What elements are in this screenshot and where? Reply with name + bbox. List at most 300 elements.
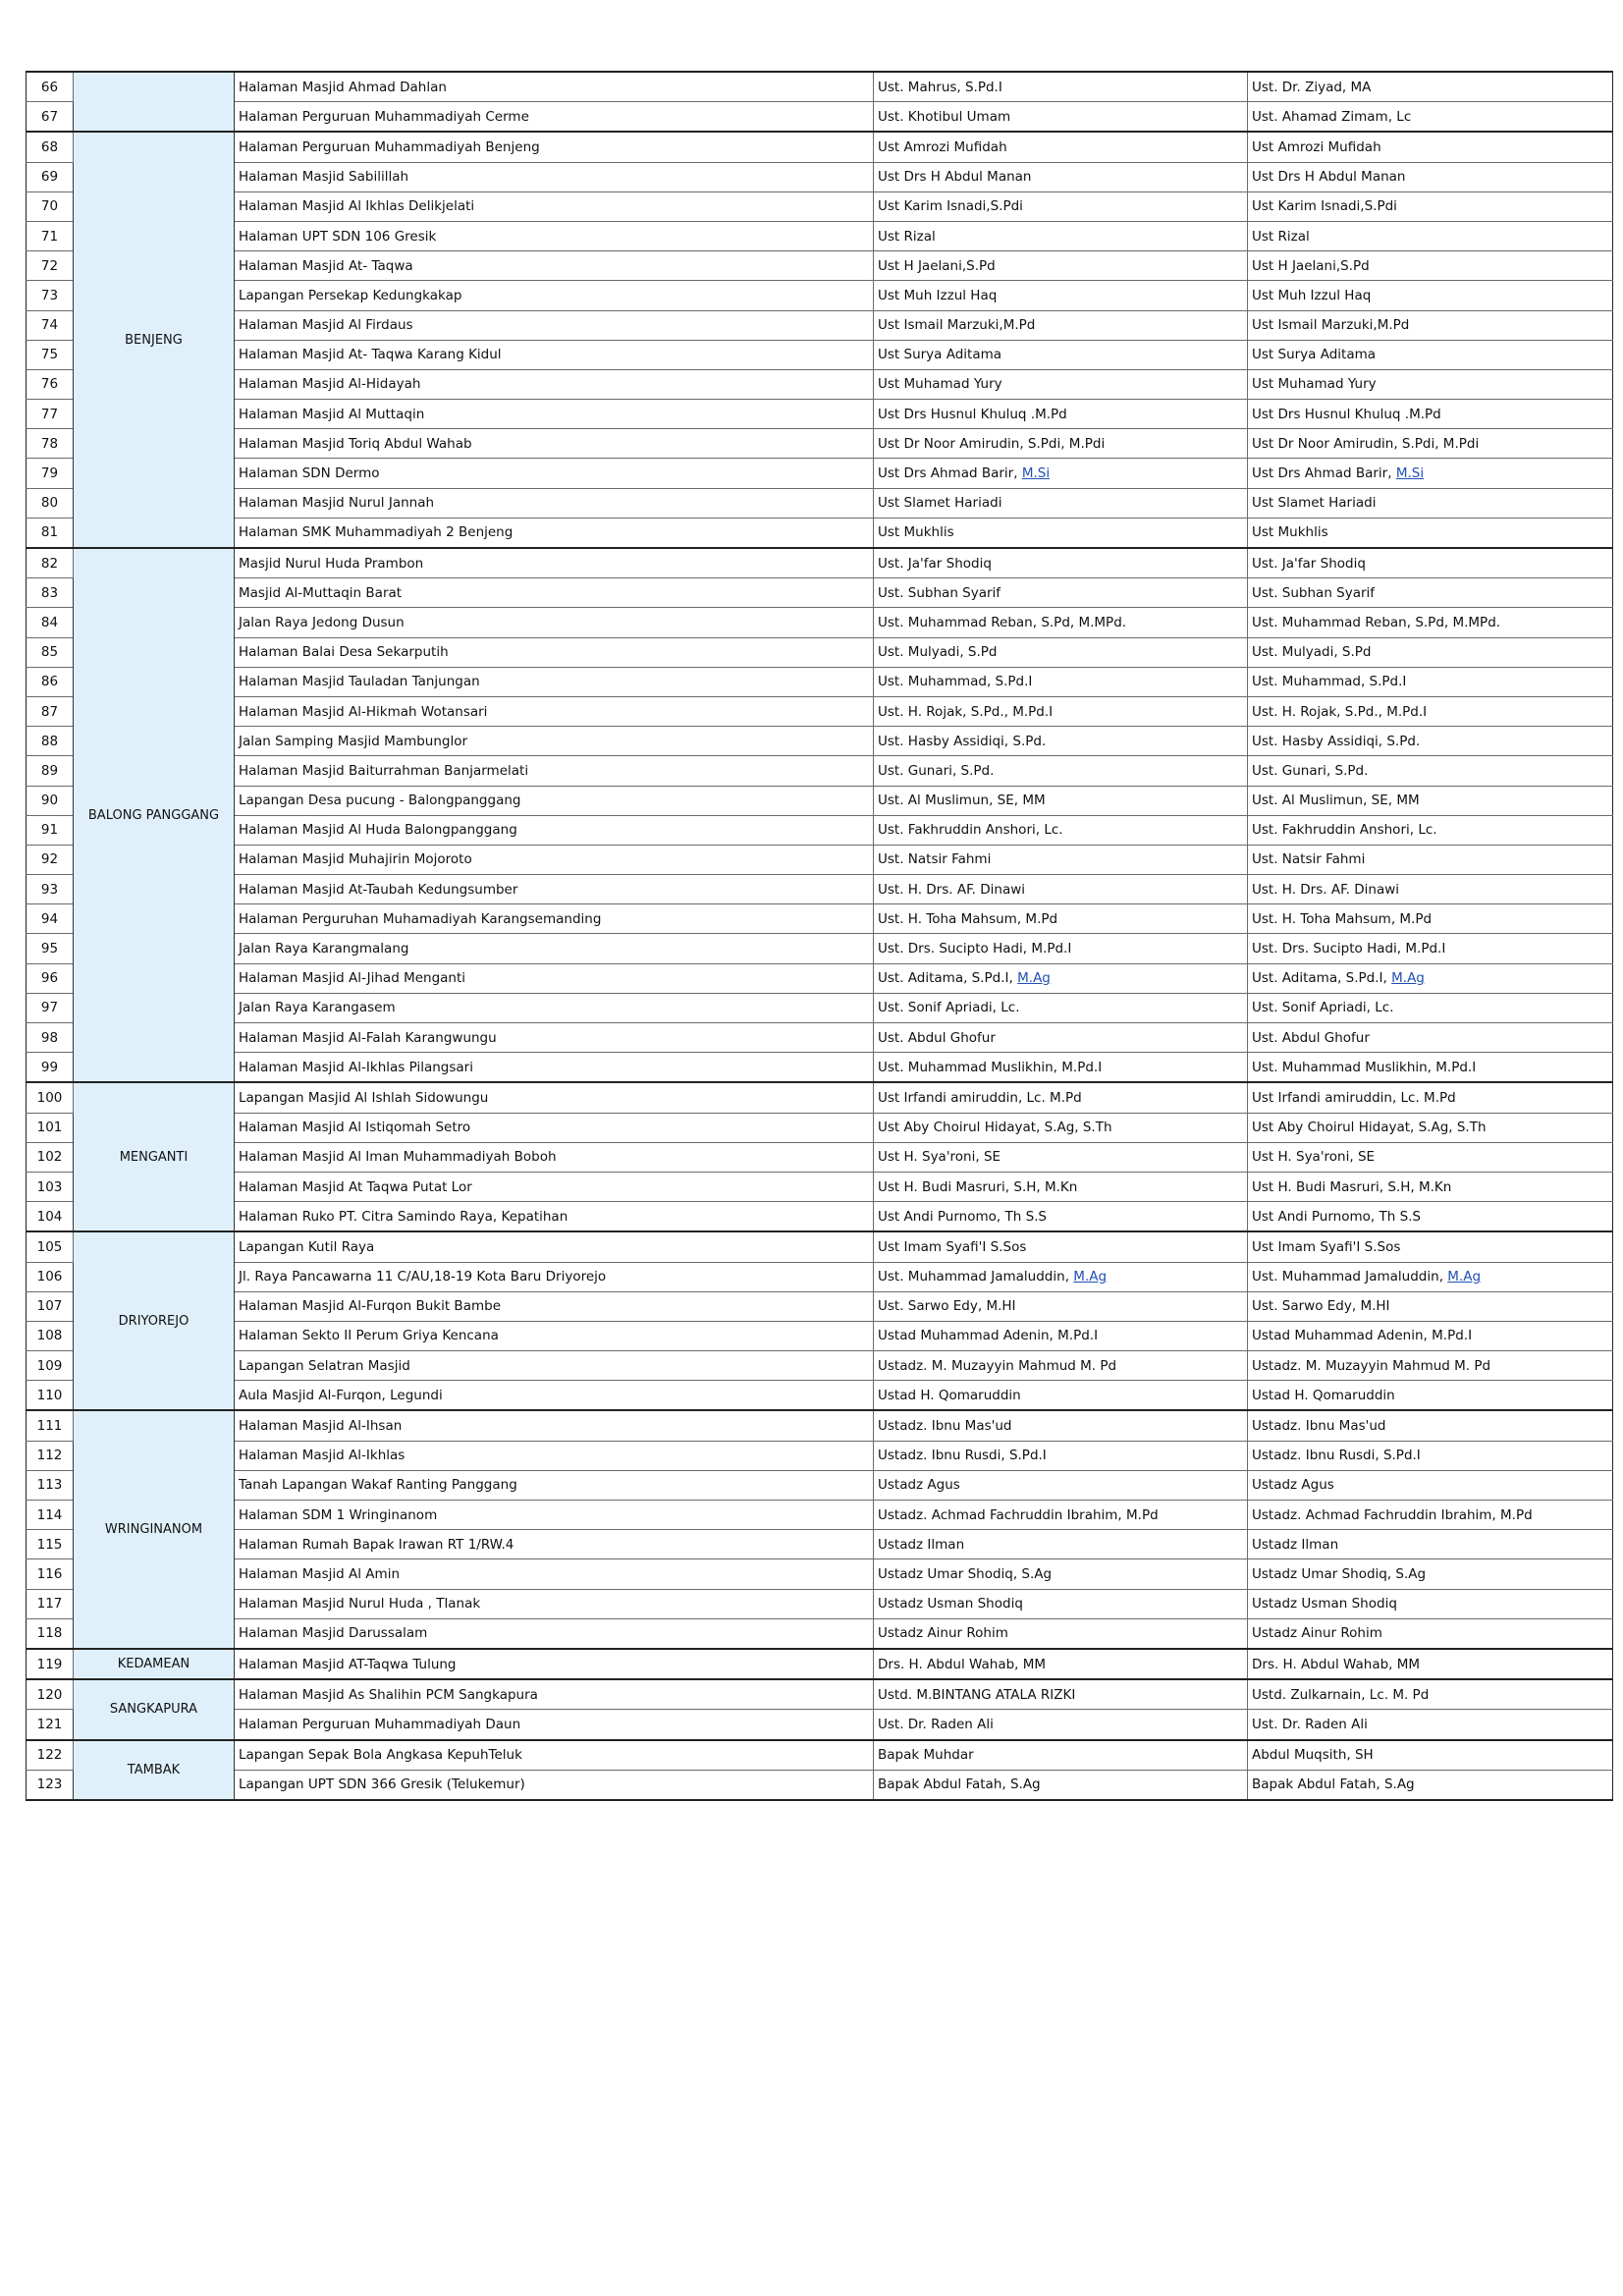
table-row <box>27 1649 1613 1679</box>
district-cell: WRINGINANOM <box>74 1410 235 1649</box>
imam-cell <box>874 1470 1248 1500</box>
district-cell: SANGKAPURA <box>74 1679 235 1739</box>
location-cell: Lapangan Selatran Masjid <box>235 1351 874 1381</box>
khatib-cell <box>1248 1410 1613 1441</box>
district-cell: TAMBAK <box>74 1740 235 1800</box>
imam-name: Ust Muh Izzul Haq <box>878 287 998 303</box>
imam-cell <box>874 1589 1248 1618</box>
imam-name: Ust. Khotibul Umam <box>878 108 1011 125</box>
table-row <box>27 488 1613 518</box>
row-number: 117 <box>27 1589 74 1618</box>
imam-cell <box>874 934 1248 963</box>
row-number: 98 <box>27 1023 74 1053</box>
khatib-name: Ust Dr Noor Amirudin, S.Pdi, M.Pdi <box>1252 435 1480 452</box>
location-cell: Halaman Masjid Al Firdaus <box>235 310 874 340</box>
khatib-cell <box>1248 1679 1613 1710</box>
imam-cell <box>874 1291 1248 1321</box>
imam-name: Ust. Muhammad Jamaluddin, <box>878 1269 1069 1285</box>
row-number: 69 <box>27 162 74 191</box>
imam-cell <box>874 1770 1248 1800</box>
row-number: 80 <box>27 488 74 518</box>
table-row <box>27 1679 1613 1710</box>
imam-cell <box>874 1113 1248 1142</box>
imam-name: Ust Muhamad Yury <box>878 376 1002 393</box>
imam-cell <box>874 72 1248 102</box>
khatib-cell <box>1248 340 1613 369</box>
table-row <box>27 1559 1613 1589</box>
district-cell: KEDAMEAN <box>74 1649 235 1679</box>
khatib-cell <box>1248 1231 1613 1262</box>
imam-cell <box>874 1202 1248 1232</box>
imam-name: Ust. Al Muslimun, SE, MM <box>878 793 1046 809</box>
imam-cell <box>874 191 1248 221</box>
khatib-name: Ust. Sarwo Edy, M.HI <box>1252 1298 1390 1315</box>
row-number: 94 <box>27 904 74 934</box>
khatib-cell <box>1248 1023 1613 1053</box>
table-row <box>27 1231 1613 1262</box>
table-row <box>27 1202 1613 1232</box>
table-row <box>27 1262 1613 1291</box>
imam-name: Ust. Aditama, S.Pd.I, <box>878 970 1013 987</box>
imam-name: Ust Karim Isnadi,S.Pdi <box>878 198 1023 215</box>
imam-cell <box>874 1410 1248 1441</box>
table-row <box>27 608 1613 637</box>
row-number: 103 <box>27 1172 74 1201</box>
row-number: 89 <box>27 756 74 786</box>
table-row <box>27 1589 1613 1618</box>
imam-name: Ust Aby Choirul Hidayat, S.Ag, S.Th <box>878 1120 1112 1136</box>
location-cell: Lapangan Desa pucung - Balongpanggang <box>235 786 874 815</box>
imam-name: Ust. Natsir Fahmi <box>878 851 992 868</box>
imam-cell <box>874 1172 1248 1201</box>
location-cell: Halaman Sekto II Perum Griya Kencana <box>235 1321 874 1350</box>
khatib-cell <box>1248 756 1613 786</box>
district-cell <box>74 72 235 132</box>
khatib-cell <box>1248 1321 1613 1350</box>
row-number: 121 <box>27 1710 74 1740</box>
imam-name: Ust. Mahrus, S.Pd.I <box>878 79 1002 95</box>
table-row <box>27 815 1613 845</box>
imam-name: Ust. Muhammad Reban, S.Pd, M.MPd. <box>878 614 1127 630</box>
row-number: 110 <box>27 1381 74 1411</box>
imam-cell <box>874 578 1248 608</box>
imam-name: Ust. Hasby Assidiqi, S.Pd. <box>878 733 1047 749</box>
khatib-cell <box>1248 1082 1613 1113</box>
khatib-cell <box>1248 251 1613 281</box>
table-row <box>27 400 1613 429</box>
imam-degree-link[interactable]: M.Ag <box>1073 1269 1108 1285</box>
khatib-name: Ustadz. Ibnu Mas'ud <box>1252 1418 1386 1435</box>
table-row <box>27 1770 1613 1800</box>
khatib-name: Ustadz. Ibnu Rusdi, S.Pd.I <box>1252 1448 1421 1464</box>
row-number: 92 <box>27 845 74 874</box>
khatib-cell <box>1248 1589 1613 1618</box>
table-row <box>27 1618 1613 1649</box>
location-cell: Halaman Masjid Al Huda Balongpanggang <box>235 815 874 845</box>
imam-name: Ustad H. Qomaruddin <box>878 1387 1021 1403</box>
location-cell: Halaman Perguruan Muhammadiyah Cerme <box>235 102 874 133</box>
location-cell: Halaman Masjid Al Ikhlas Delikjelati <box>235 191 874 221</box>
row-number: 70 <box>27 191 74 221</box>
khatib-name: Ust Muhamad Yury <box>1252 376 1377 393</box>
row-number: 115 <box>27 1530 74 1559</box>
row-number: 101 <box>27 1113 74 1142</box>
location-cell: Jalan Raya Karangasem <box>235 993 874 1022</box>
imam-cell <box>874 310 1248 340</box>
location-cell: Halaman Masjid At Taqwa Putat Lor <box>235 1172 874 1201</box>
row-number: 66 <box>27 72 74 102</box>
imam-cell[interactable] <box>874 459 1248 488</box>
khatib-name: Ust Andi Purnomo, Th S.S <box>1252 1208 1422 1225</box>
row-number: 109 <box>27 1351 74 1381</box>
imam-cell <box>874 727 1248 756</box>
table-row <box>27 1530 1613 1559</box>
imam-cell <box>874 1023 1248 1053</box>
imam-cell <box>874 488 1248 518</box>
row-number: 77 <box>27 400 74 429</box>
khatib-cell <box>1248 608 1613 637</box>
khatib-name: Ustadz. M. Muzayyin Mahmud M. Pd <box>1252 1357 1491 1374</box>
khatib-cell <box>1248 845 1613 874</box>
imam-cell <box>874 281 1248 310</box>
khatib-cell <box>1248 162 1613 191</box>
imam-cell[interactable] <box>874 963 1248 993</box>
khatib-name: Ust. Muhammad Jamaluddin, <box>1252 1269 1443 1285</box>
table-row <box>27 251 1613 281</box>
imam-cell <box>874 1381 1248 1411</box>
khatib-name: Ust. Mulyadi, S.Pd <box>1252 644 1372 661</box>
table-row <box>27 1291 1613 1321</box>
khatib-cell <box>1248 72 1613 102</box>
imam-name: Ust. Abdul Ghofur <box>878 1029 996 1046</box>
row-number: 107 <box>27 1291 74 1321</box>
imam-cell <box>874 815 1248 845</box>
khatib-cell[interactable] <box>1248 459 1613 488</box>
imam-name: Ustadz Usman Shodiq <box>878 1596 1023 1613</box>
imam-cell <box>874 696 1248 726</box>
imam-name: Ust Slamet Hariadi <box>878 495 1002 512</box>
table-row <box>27 1381 1613 1411</box>
khatib-name: Ust. Ahamad Zimam, Lc <box>1252 108 1412 125</box>
khatib-name: Ust H Jaelani,S.Pd <box>1252 257 1370 274</box>
imam-name: Ust. H. Rojak, S.Pd., M.Pd.I <box>878 703 1054 720</box>
location-cell: Lapangan UPT SDN 366 Gresik (Telukemur) <box>235 1770 874 1800</box>
location-cell: Halaman UPT SDN 106 Gresik <box>235 221 874 250</box>
imam-name: Ust Irfandi amiruddin, Lc. M.Pd <box>878 1089 1082 1106</box>
imam-cell <box>874 1740 1248 1771</box>
location-cell: Halaman Masjid As Shalihin PCM Sangkapura <box>235 1679 874 1710</box>
imam-name: Ustd. M.BINTANG ATALA RIZKI <box>878 1686 1076 1703</box>
khatib-cell <box>1248 429 1613 459</box>
location-cell: Halaman SDN Dermo <box>235 459 874 488</box>
imam-name: Ustadz Ilman <box>878 1536 965 1553</box>
imam-cell <box>874 369 1248 399</box>
location-cell: Halaman Masjid AT-Taqwa Tulung <box>235 1649 874 1679</box>
khatib-name: Abdul Muqsith, SH <box>1252 1747 1374 1764</box>
imam-cell <box>874 132 1248 162</box>
table-row <box>27 132 1613 162</box>
khatib-name: Ust H. Sya'roni, SE <box>1252 1149 1376 1166</box>
location-cell: Halaman Masjid At- Taqwa <box>235 251 874 281</box>
khatib-name: Ustadz Ilman <box>1252 1536 1339 1553</box>
table-row <box>27 1172 1613 1201</box>
imam-cell <box>874 993 1248 1022</box>
khatib-cell <box>1248 221 1613 250</box>
location-cell: Halaman SDM 1 Wringinanom <box>235 1501 874 1530</box>
khatib-cell <box>1248 727 1613 756</box>
khatib-cell <box>1248 400 1613 429</box>
imam-cell <box>874 1231 1248 1262</box>
row-number: 75 <box>27 340 74 369</box>
location-cell: Halaman Masjid Sabilillah <box>235 162 874 191</box>
table-row <box>27 1082 1613 1113</box>
khatib-name: Ust. Natsir Fahmi <box>1252 851 1366 868</box>
khatib-cell <box>1248 1202 1613 1232</box>
imam-name: Ust. H. Toha Mahsum, M.Pd <box>878 910 1058 927</box>
table-row <box>27 1710 1613 1740</box>
khatib-name: Ust. Al Muslimun, SE, MM <box>1252 793 1420 809</box>
table-row <box>27 1351 1613 1381</box>
row-number: 91 <box>27 815 74 845</box>
schedule-table <box>26 71 1613 1801</box>
table-row <box>27 786 1613 815</box>
row-number: 122 <box>27 1740 74 1771</box>
location-cell: Lapangan Persekap Kedungkakap <box>235 281 874 310</box>
table-row <box>27 1142 1613 1172</box>
table-row <box>27 667 1613 696</box>
imam-name: Ust Drs Ahmad Barir, <box>878 465 1018 482</box>
imam-cell[interactable] <box>874 1262 1248 1291</box>
imam-name: Ustadz Umar Shodiq, S.Ag <box>878 1565 1053 1582</box>
imam-name: Ust H. Sya'roni, SE <box>878 1149 1001 1166</box>
khatib-name: Bapak Abdul Fatah, S.Ag <box>1252 1777 1415 1793</box>
table-row <box>27 1321 1613 1350</box>
khatib-cell <box>1248 1291 1613 1321</box>
district-cell: DRIYOREJO <box>74 1231 235 1410</box>
khatib-name: Ust. H. Rojak, S.Pd., M.Pd.I <box>1252 703 1428 720</box>
row-number: 83 <box>27 578 74 608</box>
location-cell: Halaman Masjid Al-Jihad Menganti <box>235 963 874 993</box>
khatib-name: Ust Karim Isnadi,S.Pdi <box>1252 198 1397 215</box>
imam-cell <box>874 1351 1248 1381</box>
khatib-name: Ust Amrozi Mufidah <box>1252 138 1381 155</box>
row-number: 116 <box>27 1559 74 1589</box>
khatib-cell <box>1248 934 1613 963</box>
table-row <box>27 191 1613 221</box>
table-row <box>27 310 1613 340</box>
khatib-cell <box>1248 102 1613 133</box>
khatib-cell[interactable] <box>1248 1262 1613 1291</box>
imam-cell <box>874 1501 1248 1530</box>
khatib-name: Ust H. Budi Masruri, S.H, M.Kn <box>1252 1178 1452 1195</box>
imam-name: Ust. Gunari, S.Pd. <box>878 762 995 779</box>
table-row <box>27 548 1613 578</box>
imam-degree-link[interactable]: M.Ag <box>1017 970 1051 987</box>
khatib-name: Ust. Abdul Ghofur <box>1252 1029 1370 1046</box>
khatib-cell <box>1248 875 1613 904</box>
khatib-name: Ust. H. Drs. AF. Dinawi <box>1252 881 1400 898</box>
imam-name: Ust Dr Noor Amirudin, S.Pdi, M.Pdi <box>878 435 1106 452</box>
imam-cell <box>874 1710 1248 1740</box>
location-cell: Lapangan Sepak Bola Angkasa KepuhTeluk <box>235 1740 874 1771</box>
khatib-degree-link[interactable]: M.Si <box>1395 465 1425 482</box>
location-cell: Halaman Masjid Muhajirin Mojoroto <box>235 845 874 874</box>
imam-cell <box>874 1679 1248 1710</box>
location-cell: Halaman SMK Muhammadiyah 2 Benjeng <box>235 518 874 548</box>
location-cell: Lapangan Kutil Raya <box>235 1231 874 1262</box>
imam-name: Ust Surya Aditama <box>878 347 1002 363</box>
row-number: 93 <box>27 875 74 904</box>
table-row <box>27 934 1613 963</box>
khatib-name: Ust Imam Syafi'I S.Sos <box>1252 1238 1401 1255</box>
imam-name: Ust Ismail Marzuki,M.Pd <box>878 317 1036 334</box>
table-row <box>27 756 1613 786</box>
row-number: 108 <box>27 1321 74 1350</box>
khatib-cell <box>1248 1649 1613 1679</box>
location-cell: Tanah Lapangan Wakaf Ranting Panggang <box>235 1470 874 1500</box>
imam-name: Ust Amrozi Mufidah <box>878 138 1007 155</box>
khatib-cell <box>1248 1441 1613 1470</box>
imam-cell <box>874 608 1248 637</box>
imam-name: Ust Drs H Abdul Manan <box>878 169 1032 186</box>
khatib-name: Ust. Fakhruddin Anshori, Lc. <box>1252 822 1437 839</box>
row-number: 90 <box>27 786 74 815</box>
row-number: 111 <box>27 1410 74 1441</box>
district-cell: MENGANTI <box>74 1082 235 1231</box>
row-number: 114 <box>27 1501 74 1530</box>
row-number: 74 <box>27 310 74 340</box>
imam-name: Ustad Muhammad Adenin, M.Pd.I <box>878 1328 1099 1344</box>
imam-name: Ust H. Budi Masruri, S.H, M.Kn <box>878 1178 1078 1195</box>
row-number: 81 <box>27 518 74 548</box>
khatib-cell <box>1248 548 1613 578</box>
imam-name: Ustadz Ainur Rohim <box>878 1625 1008 1642</box>
khatib-name: Ust Mukhlis <box>1252 524 1328 541</box>
imam-name: Ust. Dr. Raden Ali <box>878 1716 994 1732</box>
khatib-name: Ust. Ja'far Shodiq <box>1252 555 1366 572</box>
location-cell: Halaman Masjid Ahmad Dahlan <box>235 72 874 102</box>
row-number: 118 <box>27 1618 74 1649</box>
row-number: 67 <box>27 102 74 133</box>
khatib-cell <box>1248 310 1613 340</box>
imam-cell <box>874 1530 1248 1559</box>
table-row <box>27 281 1613 310</box>
khatib-cell <box>1248 1351 1613 1381</box>
khatib-name: Ustad Muhammad Adenin, M.Pd.I <box>1252 1328 1473 1344</box>
imam-name: Ustadz. Ibnu Rusdi, S.Pd.I <box>878 1448 1047 1464</box>
imam-cell <box>874 340 1248 369</box>
table-row <box>27 845 1613 874</box>
khatib-cell <box>1248 1618 1613 1649</box>
table-row <box>27 1113 1613 1142</box>
imam-name: Ustadz. M. Muzayyin Mahmud M. Pd <box>878 1357 1117 1374</box>
location-cell: Halaman Masjid Al-Hidayah <box>235 369 874 399</box>
imam-cell <box>874 667 1248 696</box>
table-row <box>27 993 1613 1022</box>
row-number: 95 <box>27 934 74 963</box>
khatib-name: Ust Drs H Abdul Manan <box>1252 169 1406 186</box>
location-cell: Halaman Masjid Al Istiqomah Setro <box>235 1113 874 1142</box>
row-number: 100 <box>27 1082 74 1113</box>
khatib-name: Ust. Muhammad Muslikhin, M.Pd.I <box>1252 1059 1477 1075</box>
khatib-name: Ustad H. Qomaruddin <box>1252 1387 1395 1403</box>
row-number: 120 <box>27 1679 74 1710</box>
khatib-cell <box>1248 1470 1613 1500</box>
table-row <box>27 1740 1613 1771</box>
table-row <box>27 727 1613 756</box>
row-number: 97 <box>27 993 74 1022</box>
imam-name: Ust Andi Purnomo, Th S.S <box>878 1208 1048 1225</box>
khatib-name: Ust. Gunari, S.Pd. <box>1252 762 1369 779</box>
khatib-name: Ust. Dr. Raden Ali <box>1252 1716 1368 1732</box>
imam-name: Ust. Mulyadi, S.Pd <box>878 644 998 661</box>
imam-cell <box>874 518 1248 548</box>
imam-name: Drs. H. Abdul Wahab, MM <box>878 1656 1047 1672</box>
khatib-name: Ust. Aditama, S.Pd.I, <box>1252 970 1387 987</box>
imam-cell <box>874 251 1248 281</box>
district-cell: BENJENG <box>74 132 235 548</box>
district-cell: BALONG PANGGANG <box>74 548 235 1082</box>
khatib-cell <box>1248 281 1613 310</box>
row-number: 82 <box>27 548 74 578</box>
khatib-degree-link[interactable]: M.Ag <box>1447 1269 1482 1285</box>
imam-name: Ust Drs Husnul Khuluq .M.Pd <box>878 406 1067 422</box>
location-cell: Lapangan Masjid Al Ishlah Sidowungu <box>235 1082 874 1113</box>
khatib-name: Ustadz Umar Shodiq, S.Ag <box>1252 1565 1427 1582</box>
imam-degree-link[interactable]: M.Si <box>1021 465 1051 482</box>
khatib-cell <box>1248 132 1613 162</box>
imam-name: Ust. Sonif Apriadi, Lc. <box>878 1000 1020 1016</box>
khatib-degree-link[interactable]: M.Ag <box>1391 970 1425 987</box>
imam-name: Ust Mukhlis <box>878 524 954 541</box>
row-number: 87 <box>27 696 74 726</box>
row-number: 106 <box>27 1262 74 1291</box>
imam-name: Bapak Abdul Fatah, S.Ag <box>878 1777 1041 1793</box>
table-row <box>27 340 1613 369</box>
table-row <box>27 1053 1613 1083</box>
table-row <box>27 1501 1613 1530</box>
khatib-name: Ust. Subhan Syarif <box>1252 584 1376 601</box>
khatib-name: Ustadz. Achmad Fachruddin Ibrahim, M.Pd <box>1252 1506 1533 1523</box>
row-number: 99 <box>27 1053 74 1083</box>
imam-cell <box>874 1441 1248 1470</box>
khatib-name: Ust. Dr. Ziyad, MA <box>1252 79 1372 95</box>
imam-cell <box>874 400 1248 429</box>
imam-cell <box>874 429 1248 459</box>
location-cell: Halaman Masjid Al Amin <box>235 1559 874 1589</box>
location-cell: Jalan Raya Jedong Dusun <box>235 608 874 637</box>
table-row <box>27 72 1613 102</box>
location-cell: Halaman Masjid Al-Ihsan <box>235 1410 874 1441</box>
location-cell: Halaman Masjid Tauladan Tanjungan <box>235 667 874 696</box>
imam-cell <box>874 1321 1248 1350</box>
location-cell: Halaman Masjid Darussalam <box>235 1618 874 1649</box>
imam-name: Bapak Muhdar <box>878 1747 974 1764</box>
imam-name: Ust. Fakhruddin Anshori, Lc. <box>878 822 1063 839</box>
khatib-cell <box>1248 696 1613 726</box>
imam-name: Ustadz Agus <box>878 1477 960 1494</box>
khatib-cell[interactable] <box>1248 963 1613 993</box>
location-cell: Halaman Masjid Al-Ikhlas <box>235 1441 874 1470</box>
location-cell: Halaman Masjid Al Muttaqin <box>235 400 874 429</box>
row-number: 71 <box>27 221 74 250</box>
imam-name: Ust. Sarwo Edy, M.HI <box>878 1298 1016 1315</box>
location-cell: Halaman Masjid Nurul Jannah <box>235 488 874 518</box>
imam-cell <box>874 637 1248 667</box>
khatib-name: Ust Rizal <box>1252 228 1310 245</box>
table-row <box>27 102 1613 133</box>
location-cell: Halaman Perguruan Muhammadiyah Benjeng <box>235 132 874 162</box>
